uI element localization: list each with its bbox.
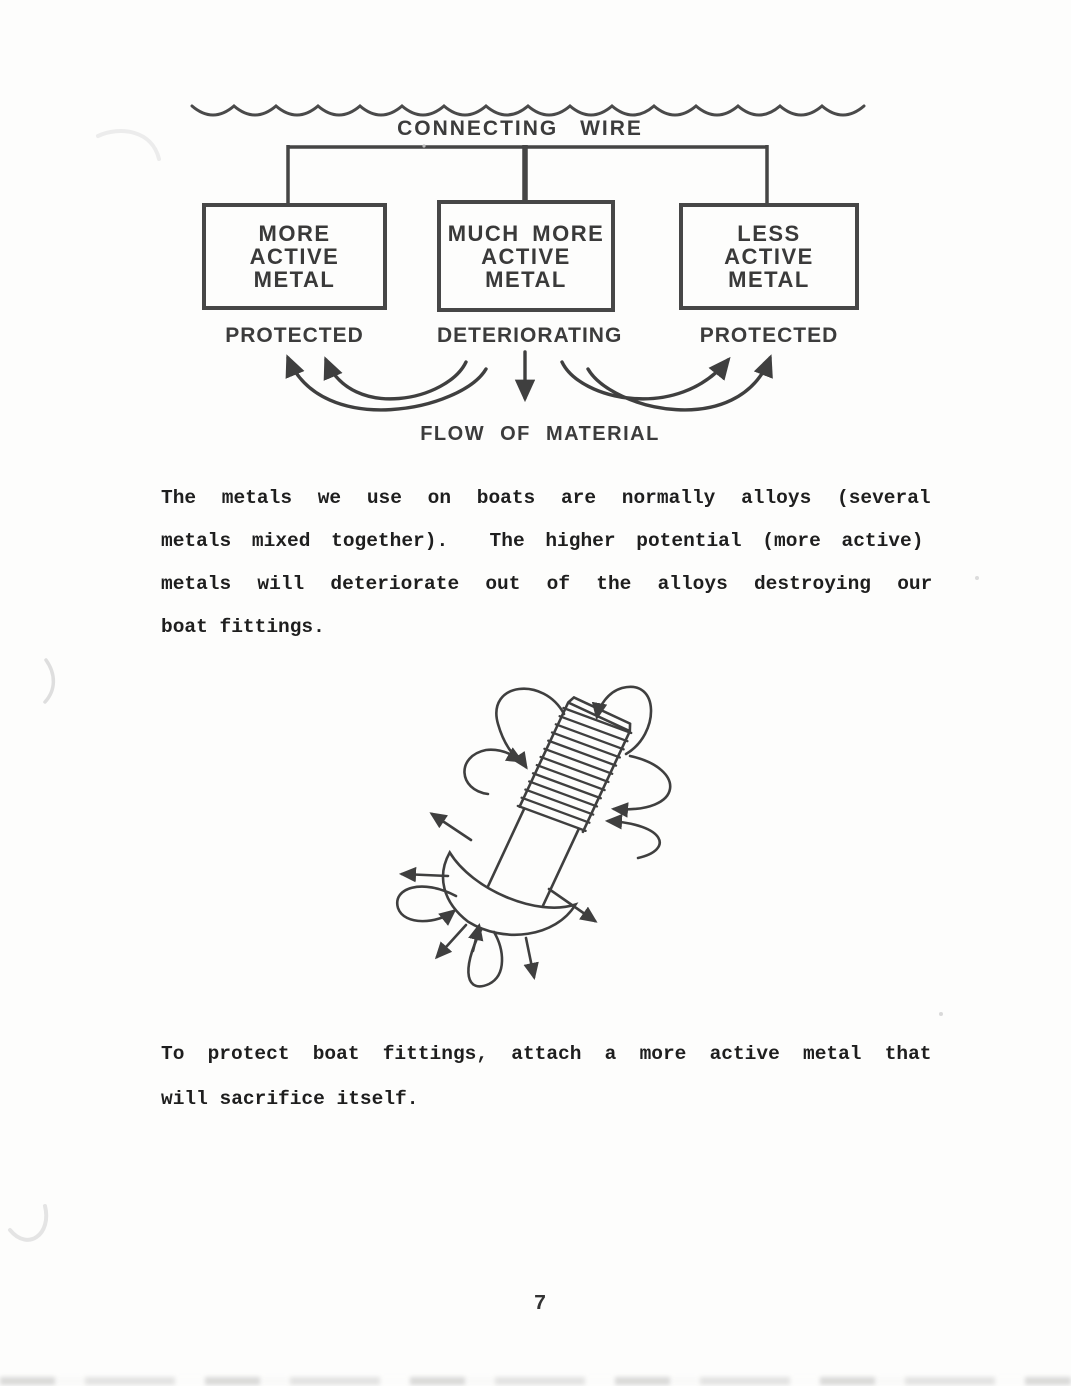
much-more-active-metal-box: [437, 200, 615, 312]
status-deteriorating: DETERIORATING: [437, 324, 623, 347]
box-label-line: METAL: [728, 267, 810, 292]
box-label-line: MUCH MORE: [447, 220, 605, 246]
body-text-line: metals will deteriorate out of the alloys destroying our: [161, 573, 933, 595]
flow-of-material-label: FLOW OF MATERIAL: [420, 423, 660, 445]
arrow-left-inner: [326, 360, 466, 399]
page-number: 7: [533, 1293, 547, 1316]
box-label-line: METAL: [253, 267, 336, 292]
box-label-line: ACTIVE: [481, 243, 571, 269]
body-text-line: will sacrifice itself.: [161, 1088, 419, 1110]
box-label-line: MORE: [258, 221, 331, 246]
box-label-line: METAL: [485, 266, 567, 292]
connecting-wire-label: CONNECTING WIRE: [397, 117, 643, 140]
more-active-metal-box: [202, 203, 387, 310]
body-text-line: boat fittings.: [161, 616, 325, 638]
arrow-left-outer: [288, 358, 486, 410]
paragraph-protect-fittings: [161, 1032, 951, 1122]
paragraph-alloys: [161, 477, 951, 649]
body-text-line: The metals we use on boats are normally alloys (several: [161, 487, 931, 509]
box-label-line: ACTIVE: [249, 244, 340, 269]
bolt-figure-icon: [397, 677, 670, 986]
box-label-line: ACTIVE: [724, 244, 814, 269]
water-surface-icon: [192, 106, 864, 115]
less-active-metal-box: [679, 203, 859, 310]
next-page-bleed-artifact: [0, 1377, 1071, 1385]
arrow-right-inner: [562, 360, 728, 399]
status-protected-left: PROTECTED: [225, 324, 364, 347]
connecting-wire-lines: [288, 145, 767, 203]
box-label-line: LESS: [737, 221, 801, 246]
arrow-right-outer: [588, 358, 770, 410]
body-text-line: To protect boat fittings, attach a more active metal that: [161, 1043, 932, 1065]
flow-arrows: [288, 352, 770, 410]
body-text-line: metals mixed together). The higher potential (more active): [161, 530, 924, 552]
status-protected-right: PROTECTED: [699, 324, 839, 347]
